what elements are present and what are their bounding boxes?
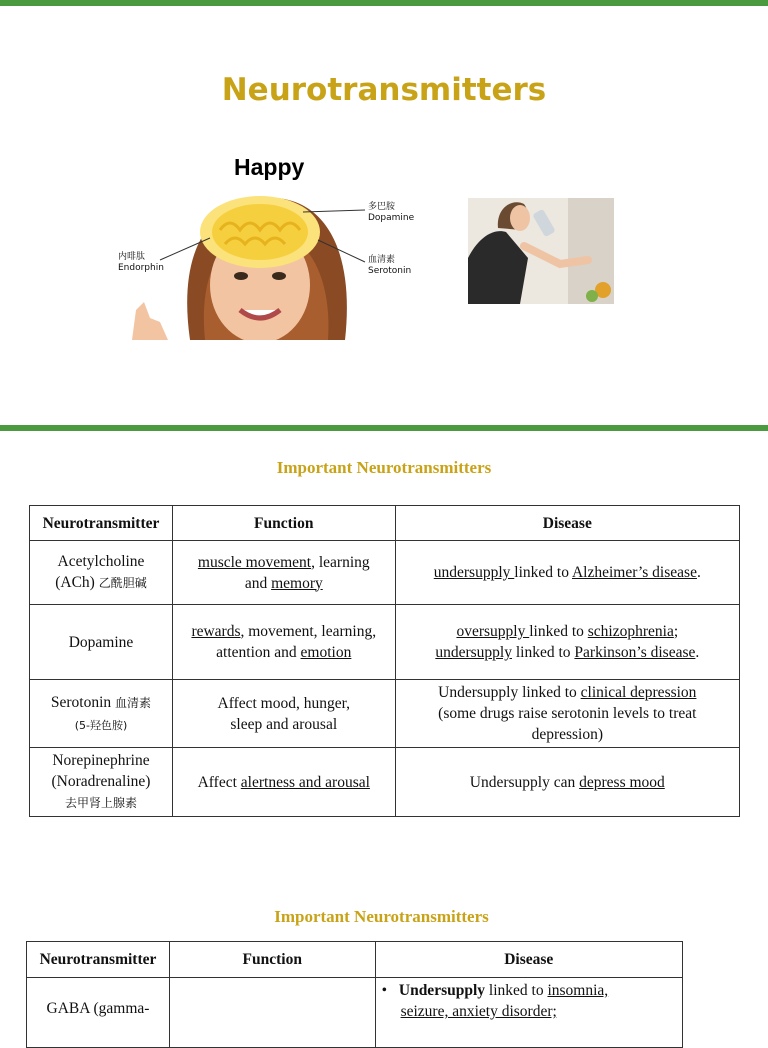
cell-function: Affect alertness and arousal (172, 748, 395, 817)
table-header-row (30, 506, 740, 541)
section-divider-bar (0, 425, 768, 431)
cell-name: Norepinephrine (Noradrenaline) 去甲肾上腺素 (30, 748, 173, 817)
header-function: Function (169, 942, 375, 978)
table-header-row (27, 942, 683, 978)
brain-illustration (110, 150, 420, 340)
serotonin-label: 血清素 Serotonin (368, 255, 412, 276)
endorphin-label: 内啡肽 Endorphin (118, 252, 164, 273)
happy-heading: Happy (234, 154, 305, 180)
header-function: Function (172, 506, 395, 541)
cell-function: muscle movement, learning and memory (172, 541, 395, 605)
neurotransmitter-table-1 (29, 505, 740, 817)
table-row (30, 605, 740, 680)
cell-function: Affect mood, hunger, sleep and arousal (172, 680, 395, 748)
section-title-1: Important Neurotransmitters (276, 458, 492, 477)
header-neurotransmitter: Neurotransmitter (27, 942, 170, 978)
table-row (27, 978, 683, 1048)
table-row (30, 541, 740, 605)
cell-name: Serotonin 血清素 (5-羟色胺) (30, 680, 173, 748)
woman-taking-pill-photo (468, 198, 614, 304)
header-disease: Disease (395, 506, 739, 541)
top-accent-bar (0, 0, 768, 6)
cell-function (169, 978, 375, 1048)
cell-disease: Undersupply linked to clinical depression (some drugs raise serotonin levels to treat depression) (395, 680, 739, 748)
cell-name: Acetylcholine (ACh) 乙酰胆碱 (30, 541, 173, 605)
cell-disease: • Undersupply linked to insomnia, seizure, anxiety disorder; (375, 978, 682, 1048)
table-row (30, 680, 740, 748)
cell-disease: Undersupply can depress mood (395, 748, 739, 817)
section-title-2: Important Neurotransmitters (274, 907, 489, 926)
cell-name: GABA (gamma- (27, 978, 170, 1048)
cell-function: rewards, movement, learning, attention and emotion (172, 605, 395, 680)
bullet-marker: • (381, 982, 387, 999)
slide-title: Neurotransmitters (221, 72, 547, 108)
neurotransmitter-table-2 (26, 941, 683, 1048)
table-row (30, 748, 740, 817)
cell-disease: oversupply linked to schizophrenia; undersupply linked to Parkinson’s disease. (395, 605, 739, 680)
dopamine-label: 多巴胺 Dopamine (368, 202, 415, 223)
cell-disease: undersupply linked to Alzheimer’s disease. (395, 541, 739, 605)
cell-name: Dopamine (30, 605, 173, 680)
header-neurotransmitter: Neurotransmitter (30, 506, 173, 541)
header-disease: Disease (375, 942, 682, 978)
